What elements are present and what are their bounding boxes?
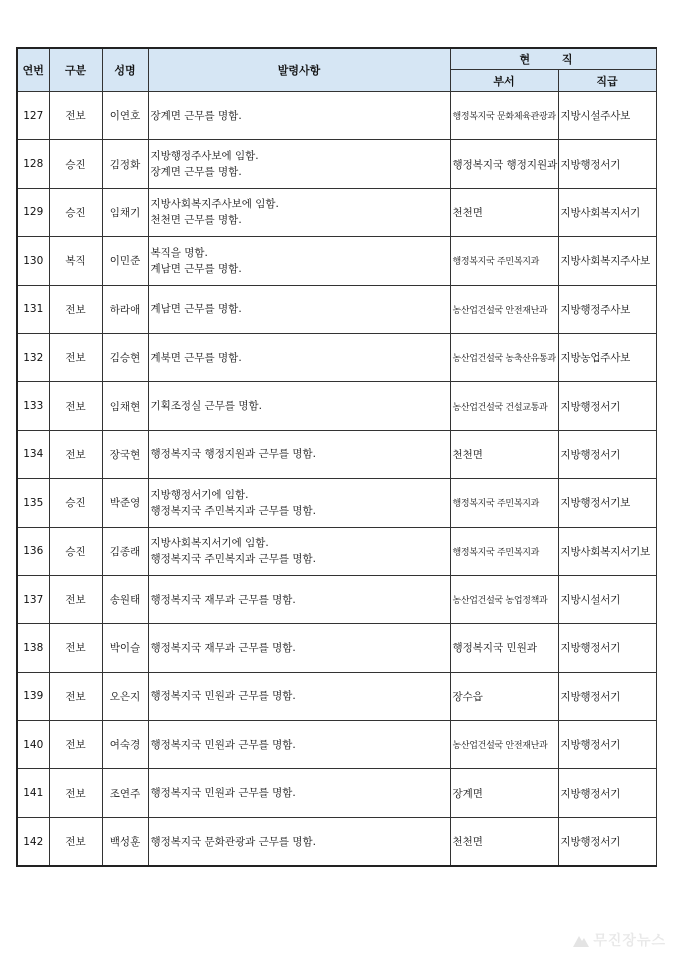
row-dept: 행정복지국 민원과 xyxy=(450,624,558,672)
row-order xyxy=(148,382,450,430)
row-dept: 천천면 xyxy=(450,430,558,478)
row-grade: 지방사회복지주사보 xyxy=(558,237,656,285)
row-order xyxy=(148,140,450,188)
row-grade: 지방행정서기보 xyxy=(558,479,656,527)
order-line: 행정복지국 재무과 근무를 명함. xyxy=(150,641,296,654)
row-dept: 농산업건설국 농업정책과 xyxy=(450,575,558,623)
order-line: 지방사회복지주사보에 임함. xyxy=(150,198,279,211)
row-grade: 지방사회복지서기보 xyxy=(558,527,656,575)
row-order xyxy=(148,285,450,333)
personnel-table xyxy=(16,47,657,867)
row-type: 전보 xyxy=(49,430,102,478)
row-type: 승진 xyxy=(49,527,102,575)
order-line: 계남면 근무를 명함. xyxy=(150,303,242,316)
row-order xyxy=(148,188,450,236)
row-type: 복직 xyxy=(49,237,102,285)
order-line: 행정복지국 민원과 근무를 명함. xyxy=(150,787,296,800)
row-name: 김정화 xyxy=(102,140,148,188)
row-dept: 농산업건설국 건설교통과 xyxy=(450,382,558,430)
row-order xyxy=(148,430,450,478)
row-name: 조연주 xyxy=(102,769,148,817)
header-dept: 부서 xyxy=(450,70,558,92)
order-line: 장계면 근무를 명함. xyxy=(150,166,242,179)
mountain-logo-icon xyxy=(573,933,589,947)
row-order xyxy=(148,527,450,575)
header-type: 구분 xyxy=(49,48,102,92)
table-row xyxy=(17,333,656,381)
row-type: 전보 xyxy=(49,672,102,720)
header-name: 성명 xyxy=(102,48,148,92)
row-dept: 농산업건설국 농축산유통과 xyxy=(450,333,558,381)
header-current: 현 직 xyxy=(450,48,656,70)
row-order xyxy=(148,624,450,672)
row-order xyxy=(148,672,450,720)
row-no: 136 xyxy=(17,527,49,575)
row-no: 135 xyxy=(17,479,49,527)
row-no: 134 xyxy=(17,430,49,478)
row-name: 장국현 xyxy=(102,430,148,478)
row-grade: 지방농업주사보 xyxy=(558,333,656,381)
row-grade: 지방행정서기 xyxy=(558,382,656,430)
table-row xyxy=(17,382,656,430)
row-name: 임채현 xyxy=(102,382,148,430)
row-grade: 지방행정서기 xyxy=(558,624,656,672)
row-no: 130 xyxy=(17,237,49,285)
row-name: 하라애 xyxy=(102,285,148,333)
order-line: 기획조정실 근무를 명함. xyxy=(150,400,262,413)
row-type: 전보 xyxy=(49,769,102,817)
row-grade: 지방시설서기 xyxy=(558,575,656,623)
row-dept: 농산업건설국 안전재난과 xyxy=(450,721,558,769)
order-line: 행정복지국 주민복지과 근무를 명함. xyxy=(150,553,316,566)
row-type: 전보 xyxy=(49,575,102,623)
row-dept: 장수읍 xyxy=(450,672,558,720)
table-row xyxy=(17,721,656,769)
row-grade: 지방행정주사보 xyxy=(558,285,656,333)
table-row xyxy=(17,237,656,285)
row-order xyxy=(148,575,450,623)
news-watermark xyxy=(573,930,666,950)
row-no: 140 xyxy=(17,721,49,769)
row-grade: 지방행정서기 xyxy=(558,817,656,866)
row-name: 이민준 xyxy=(102,237,148,285)
table-row xyxy=(17,140,656,188)
table-row xyxy=(17,479,656,527)
row-grade: 지방시설주사보 xyxy=(558,92,656,140)
row-dept: 천천면 xyxy=(450,188,558,236)
row-name: 김승현 xyxy=(102,333,148,381)
order-line: 복직을 명함. xyxy=(150,246,208,259)
order-line: 행정복지국 민원과 근무를 명함. xyxy=(150,738,296,751)
table-row xyxy=(17,430,656,478)
row-type: 전보 xyxy=(49,721,102,769)
row-no: 142 xyxy=(17,817,49,866)
table-row xyxy=(17,769,656,817)
order-line: 지방행정주사보에 임함. xyxy=(150,150,259,163)
row-order xyxy=(148,721,450,769)
row-no: 131 xyxy=(17,285,49,333)
row-order xyxy=(148,479,450,527)
row-dept: 행정복지국 주민복지과 xyxy=(450,479,558,527)
row-type: 전보 xyxy=(49,285,102,333)
table-row xyxy=(17,575,656,623)
row-name: 송원태 xyxy=(102,575,148,623)
order-line: 장계면 근무를 명함. xyxy=(150,109,242,122)
row-dept: 장계면 xyxy=(450,769,558,817)
row-grade: 지방사회복지서기 xyxy=(558,188,656,236)
row-no: 133 xyxy=(17,382,49,430)
row-no: 129 xyxy=(17,188,49,236)
row-dept: 행정복지국 주민복지과 xyxy=(450,527,558,575)
row-grade: 지방행정서기 xyxy=(558,721,656,769)
row-no: 139 xyxy=(17,672,49,720)
row-grade: 지방행정서기 xyxy=(558,769,656,817)
row-no: 127 xyxy=(17,92,49,140)
row-name: 박준영 xyxy=(102,479,148,527)
order-line: 지방사회복지서기에 임함. xyxy=(150,537,269,550)
row-type: 전보 xyxy=(49,624,102,672)
header-order: 발령사항 xyxy=(148,48,450,92)
row-name: 여숙경 xyxy=(102,721,148,769)
row-order xyxy=(148,769,450,817)
row-type: 전보 xyxy=(49,382,102,430)
table-row xyxy=(17,285,656,333)
row-order xyxy=(148,92,450,140)
order-line: 행정복지국 주민복지과 근무를 명함. xyxy=(150,504,316,517)
row-type: 승진 xyxy=(49,479,102,527)
row-no: 138 xyxy=(17,624,49,672)
row-dept: 행정복지국 행정지원과 xyxy=(450,140,558,188)
watermark-text: 무진장뉴스 xyxy=(593,933,666,949)
row-grade: 지방행정서기 xyxy=(558,140,656,188)
table-row xyxy=(17,672,656,720)
header-grade: 직급 xyxy=(558,70,656,92)
row-name: 오은지 xyxy=(102,672,148,720)
order-line: 계북면 근무를 명함. xyxy=(150,351,242,364)
row-name: 백성훈 xyxy=(102,817,148,866)
order-line: 지방행정서기에 임함. xyxy=(150,488,249,501)
row-order xyxy=(148,333,450,381)
row-order xyxy=(148,817,450,866)
row-no: 137 xyxy=(17,575,49,623)
row-type: 전보 xyxy=(49,333,102,381)
row-grade: 지방행정서기 xyxy=(558,672,656,720)
row-type: 승진 xyxy=(49,188,102,236)
row-dept: 행정복지국 문화체육관광과 xyxy=(450,92,558,140)
row-no: 141 xyxy=(17,769,49,817)
order-line: 계남면 근무를 명함. xyxy=(150,262,242,275)
order-line: 행정복지국 행정지원과 근무를 명함. xyxy=(150,448,316,461)
row-dept: 농산업건설국 안전재난과 xyxy=(450,285,558,333)
row-name: 김종래 xyxy=(102,527,148,575)
table-row xyxy=(17,624,656,672)
row-name: 박이슬 xyxy=(102,624,148,672)
order-line: 행정복지국 민원과 근무를 명함. xyxy=(150,690,296,703)
row-name: 임채기 xyxy=(102,188,148,236)
row-order xyxy=(148,237,450,285)
row-no: 128 xyxy=(17,140,49,188)
row-type: 전보 xyxy=(49,817,102,866)
header-no: 연번 xyxy=(17,48,49,92)
order-line: 행정복지국 재무과 근무를 명함. xyxy=(150,593,296,606)
row-dept: 천천면 xyxy=(450,817,558,866)
row-no: 132 xyxy=(17,333,49,381)
row-grade: 지방행정서기 xyxy=(558,430,656,478)
order-line: 천천면 근무를 명함. xyxy=(150,214,242,227)
row-dept: 행정복지국 주민복지과 xyxy=(450,237,558,285)
table-row xyxy=(17,527,656,575)
table-row xyxy=(17,92,656,140)
row-type: 전보 xyxy=(49,92,102,140)
table-row xyxy=(17,188,656,236)
row-type: 승진 xyxy=(49,140,102,188)
order-line: 행정복지국 문화관광과 근무를 명함. xyxy=(150,835,316,848)
row-name: 이연호 xyxy=(102,92,148,140)
table-row xyxy=(17,817,656,866)
